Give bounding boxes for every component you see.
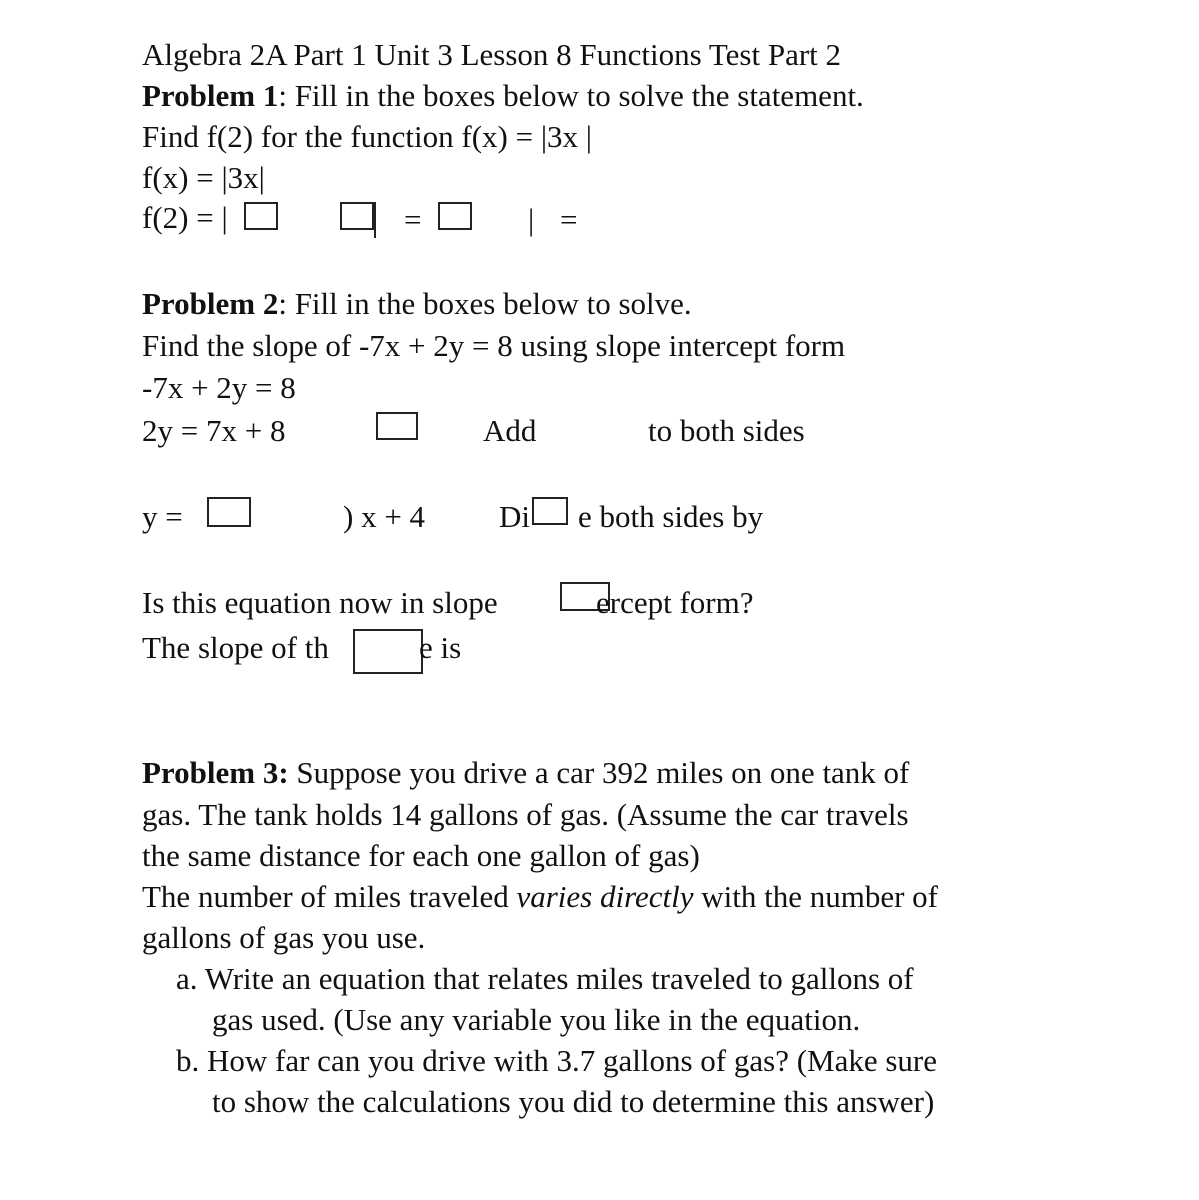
title: Algebra 2A Part 1 Unit 3 Lesson 8 Functions Test Part 2 [142, 37, 842, 72]
problem-1-line-1: f(x) = |3x| [142, 160, 265, 195]
problem-1-prompt: Find f(2) for the function f(x) = |3x | [142, 119, 593, 154]
part-b: b. How far can you drive with 3.7 gallons of gas? (Make sure [176, 1043, 938, 1078]
divide-text: Di [499, 499, 530, 534]
answer-box[interactable] [376, 412, 418, 440]
problem-3-heading: Problem 3: Suppose you drive a car 392 miles on one tank of [142, 755, 910, 790]
both-sides-label: to both sides [648, 413, 805, 448]
part-a: gas used. (Use any variable you like in the equation. [212, 1002, 861, 1037]
part-b: to show the calculations you did to determine this answer) [212, 1084, 935, 1119]
answer-box[interactable] [207, 497, 251, 527]
slope-question: The slope of th [142, 630, 329, 665]
slope-form-question: Is this equation now in slope [142, 585, 498, 620]
answer-box[interactable] [438, 202, 472, 230]
problem-2-heading: Problem 2: Fill in the boxes below to solve. [142, 286, 692, 321]
answer-box[interactable] [340, 202, 374, 230]
problem-1-line-2: f(2) = | [142, 200, 228, 235]
problem-2-prompt: Find the slope of -7x + 2y = 8 using slope intercept form [142, 328, 846, 363]
abs-bar [374, 202, 376, 238]
equals-sign: = [404, 202, 422, 237]
slope-question-rest: e is [419, 630, 462, 665]
add-label: Add [483, 413, 537, 448]
answer-box[interactable] [244, 202, 278, 230]
abs-bar: | [528, 202, 535, 237]
answer-box[interactable] [532, 497, 568, 525]
problem-2-line-1: -7x + 2y = 8 [142, 370, 296, 405]
y-equals: y = [142, 499, 183, 534]
problem-1-heading: Problem 1: Fill in the boxes below to solve the statement. [142, 78, 864, 113]
problem-3-text: the same distance for each one gallon of gas) [142, 838, 700, 873]
slope-form-question-rest: ercept form? [596, 585, 754, 620]
problem-3-text: gallons of gas you use. [142, 920, 426, 955]
equals-sign: = [560, 202, 578, 237]
problem-3-text: The number of miles traveled varies directly with the number of [142, 879, 939, 914]
part-a: a. Write an equation that relates miles traveled to gallons of [176, 961, 914, 996]
divide-text-rest: e both sides by [578, 499, 764, 534]
problem-3-text: gas. The tank holds 14 gallons of gas. (Assume the car travels [142, 797, 909, 832]
problem-2-line-2: 2y = 7x + 8 [142, 413, 286, 448]
x-plus-4: ) x + 4 [343, 499, 426, 534]
answer-box[interactable] [353, 629, 423, 674]
